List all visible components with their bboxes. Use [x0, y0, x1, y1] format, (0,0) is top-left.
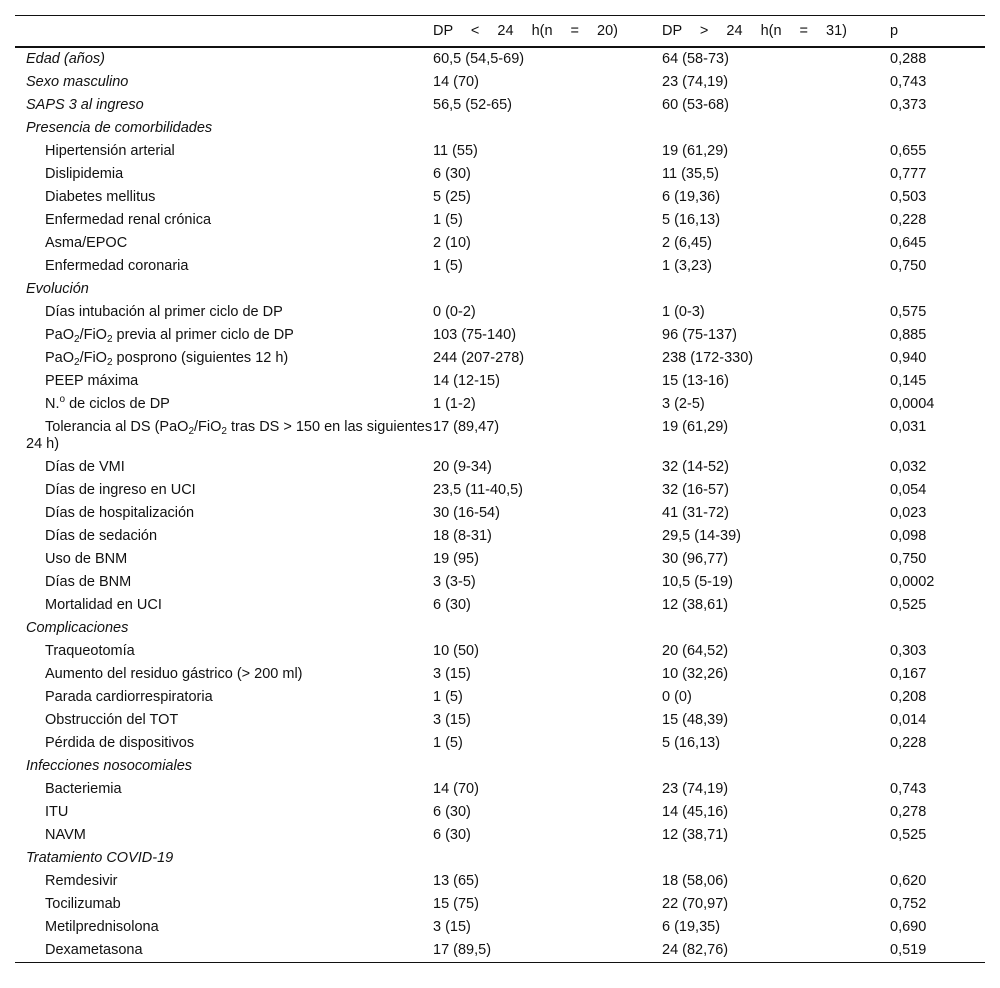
- table-row: [15, 393, 985, 416]
- label-segment: SAPS 3 al ingreso: [26, 97, 144, 113]
- row-label: [15, 801, 433, 824]
- row-label-text: [26, 666, 303, 682]
- p-value: 0,023: [890, 505, 927, 521]
- value-group-short: [433, 755, 662, 778]
- table-row: [15, 301, 985, 324]
- row-label-text: [26, 350, 288, 366]
- row-label: [15, 117, 433, 140]
- label-segment: Uso de BNM: [45, 551, 128, 567]
- label-segment: Obstrucción del TOT: [45, 712, 179, 728]
- p-value: 0,288: [890, 51, 927, 67]
- value-group-long: 60 (53-68): [662, 97, 729, 113]
- table-section-row: [15, 117, 985, 140]
- p-value: 0,743: [890, 74, 927, 90]
- row-label: [15, 640, 433, 663]
- value-group-long: 22 (70,97): [662, 896, 729, 912]
- value-group-long: 12 (38,61): [662, 597, 729, 613]
- value-group-long: 24 (82,76): [662, 942, 729, 958]
- value-group-short: 19 (95): [433, 551, 479, 567]
- row-label-text: [26, 781, 122, 797]
- table-section-row: [15, 755, 985, 778]
- row-label-text: [26, 758, 192, 774]
- row-label-text: [26, 166, 123, 182]
- row-label: [15, 278, 433, 301]
- value-group-short: 60,5 (54,5-69): [433, 51, 525, 67]
- row-label: [15, 847, 433, 870]
- value-group-short: 1 (5): [433, 689, 463, 705]
- p-value: 0,940: [890, 350, 927, 366]
- label-segment: Traqueotomía: [45, 643, 135, 659]
- value-group-long: 23 (74,19): [662, 74, 729, 90]
- value-group-long: 1 (0-3): [662, 304, 705, 320]
- label-segment: Infecciones nosocomiales: [26, 758, 193, 774]
- label-segment: 2: [188, 426, 195, 437]
- label-segment: Pérdida de dispositivos: [45, 735, 195, 751]
- row-label: [15, 939, 433, 963]
- row-label-text: [26, 551, 127, 567]
- row-label-text: [26, 919, 159, 935]
- value-group-short: 5 (25): [433, 189, 471, 205]
- label-segment: N.: [45, 396, 60, 412]
- value-group-short: 13 (65): [433, 873, 479, 889]
- value-group-short: 103 (75-140): [433, 327, 517, 343]
- value-group-short: 3 (3-5): [433, 574, 476, 590]
- table-row: [15, 916, 985, 939]
- table-section-row: [15, 278, 985, 301]
- row-label: [15, 255, 433, 278]
- value-group-short: 14 (70): [433, 74, 479, 90]
- table-row: [15, 939, 985, 963]
- table-row: [15, 416, 985, 456]
- value-group-long: 15 (13-16): [662, 373, 729, 389]
- value-group-short: 1 (5): [433, 735, 463, 751]
- value-group-short: 6 (30): [433, 804, 471, 820]
- row-label: [15, 186, 433, 209]
- p-value: 0,620: [890, 873, 927, 889]
- label-segment: Tocilizumab: [45, 896, 121, 912]
- row-label: [15, 663, 433, 686]
- p-value: 0,208: [890, 689, 927, 705]
- header-group-short: DP < 24 h(n = 20): [433, 22, 619, 39]
- value-group-long: 1 (3,23): [662, 258, 712, 274]
- row-label-text: [26, 505, 194, 521]
- label-segment: Evolución: [26, 281, 89, 297]
- table-row: [15, 479, 985, 502]
- value-group-short: 14 (12-15): [433, 373, 500, 389]
- table-section-row: [15, 47, 985, 71]
- row-label-text: [26, 873, 118, 889]
- header-row: [15, 16, 985, 48]
- p-value: [890, 278, 985, 301]
- row-label: [15, 617, 433, 640]
- label-segment: Días de BNM: [45, 574, 132, 590]
- table-row: [15, 571, 985, 594]
- label-segment: Tolerancia al DS (PaO: [45, 419, 189, 435]
- p-value: 0,525: [890, 827, 927, 843]
- label-segment: /FiO: [79, 350, 107, 366]
- row-label: [15, 324, 433, 347]
- p-value: 0,885: [890, 327, 927, 343]
- row-label: [15, 301, 433, 324]
- table-row: [15, 893, 985, 916]
- row-label: [15, 732, 433, 755]
- table-row: [15, 140, 985, 163]
- value-group-long: [662, 278, 890, 301]
- value-group-long: 6 (19,36): [662, 189, 721, 205]
- p-value: [890, 847, 985, 870]
- p-value: 0,503: [890, 189, 927, 205]
- row-label-text: [26, 620, 128, 636]
- table-row: [15, 824, 985, 847]
- label-segment: tras DS > 150 en las siguientes 24 h): [26, 419, 433, 452]
- table-row: [15, 502, 985, 525]
- value-group-long: 3 (2-5): [662, 396, 705, 412]
- label-segment: Días de hospitalización: [45, 505, 195, 521]
- row-label-text: [26, 304, 283, 320]
- row-label: [15, 893, 433, 916]
- row-label-text: [26, 51, 105, 67]
- p-value: 0,167: [890, 666, 927, 682]
- label-segment: Bacteriemia: [45, 781, 122, 797]
- value-group-short: 18 (8-31): [433, 528, 492, 544]
- value-group-long: 6 (19,35): [662, 919, 721, 935]
- label-segment: o: [59, 394, 66, 406]
- label-segment: Días intubación al primer ciclo de DP: [45, 304, 283, 320]
- row-label: [15, 778, 433, 801]
- p-value: 0,054: [890, 482, 927, 498]
- row-label: [15, 47, 433, 71]
- label-segment: /FiO: [79, 327, 107, 343]
- row-label-text: [26, 735, 194, 751]
- value-group-long: 19 (61,29): [662, 143, 729, 159]
- row-label: [15, 209, 433, 232]
- row-label-text: [26, 896, 121, 912]
- p-value: 0,0004: [890, 396, 935, 412]
- value-group-long: 19 (61,29): [662, 419, 729, 435]
- label-segment: 2: [106, 357, 113, 368]
- label-segment: Sexo masculino: [26, 74, 129, 90]
- value-group-long: 5 (16,13): [662, 212, 721, 228]
- row-label: [15, 571, 433, 594]
- p-value: 0,145: [890, 373, 927, 389]
- label-segment: NAVM: [45, 827, 86, 843]
- row-label-text: [26, 850, 173, 866]
- label-segment: PaO: [45, 350, 75, 366]
- value-group-short: 6 (30): [433, 597, 471, 613]
- value-group-short: 1 (5): [433, 258, 463, 274]
- table-row: [15, 456, 985, 479]
- row-label: [15, 393, 433, 416]
- table-row: [15, 801, 985, 824]
- value-group-short: 1 (5): [433, 212, 463, 228]
- value-group-long: 5 (16,13): [662, 735, 721, 751]
- label-segment: Mortalidad en UCI: [45, 597, 162, 613]
- value-group-long: 14 (45,16): [662, 804, 729, 820]
- row-label-text: [26, 804, 68, 820]
- table-row: [15, 163, 985, 186]
- value-group-short: [433, 617, 662, 640]
- row-label: [15, 347, 433, 370]
- row-label: [15, 502, 433, 525]
- label-segment: Dexametasona: [45, 942, 143, 958]
- label-segment: Presencia de comorbilidades: [26, 120, 213, 136]
- row-label-text: [26, 419, 432, 452]
- row-label: [15, 416, 433, 456]
- row-label-text: [26, 942, 143, 958]
- row-label-text: [26, 528, 157, 544]
- value-group-short: 56,5 (52-65): [433, 97, 512, 113]
- value-group-short: 2 (10): [433, 235, 471, 251]
- value-group-short: 15 (75): [433, 896, 479, 912]
- value-group-short: [433, 847, 662, 870]
- value-group-short: 6 (30): [433, 827, 471, 843]
- row-label-text: [26, 327, 294, 343]
- value-group-short: 17 (89,47): [433, 419, 500, 435]
- p-value: 0,373: [890, 97, 927, 113]
- row-label-text: [26, 643, 135, 659]
- p-value: 0,228: [890, 735, 927, 751]
- row-label: [15, 548, 433, 571]
- row-label: [15, 456, 433, 479]
- label-segment: Días de sedación: [45, 528, 158, 544]
- label-segment: Complicaciones: [26, 620, 129, 636]
- table-row: [15, 778, 985, 801]
- value-group-long: 15 (48,39): [662, 712, 729, 728]
- table-header: [15, 16, 985, 48]
- label-segment: Parada cardiorrespiratoria: [45, 689, 213, 705]
- value-group-long: 32 (16-57): [662, 482, 729, 498]
- value-group-long: 0 (0): [662, 689, 692, 705]
- row-label: [15, 232, 433, 255]
- value-group-short: 1 (1-2): [433, 396, 476, 412]
- p-value: 0,278: [890, 804, 927, 820]
- p-value: 0,032: [890, 459, 927, 475]
- p-value: 0,752: [890, 896, 927, 912]
- label-segment: /FiO: [194, 419, 222, 435]
- table-row: [15, 686, 985, 709]
- value-group-short: 23,5 (11-40,5): [433, 482, 524, 498]
- value-group-long: 64 (58-73): [662, 51, 729, 67]
- p-value: 0,750: [890, 258, 927, 274]
- table-row: [15, 370, 985, 393]
- value-group-long: 10,5 (5-19): [662, 574, 733, 590]
- table-section-row: [15, 94, 985, 117]
- row-label-text: [26, 281, 89, 297]
- label-segment: Dislipidemia: [45, 166, 124, 182]
- label-segment: de ciclos de DP: [65, 396, 170, 412]
- data-table: [15, 15, 985, 963]
- row-label-text: [26, 482, 196, 498]
- row-label-text: [26, 373, 138, 389]
- value-group-long: 32 (14-52): [662, 459, 729, 475]
- value-group-short: 3 (15): [433, 712, 471, 728]
- value-group-long: [662, 755, 890, 778]
- row-label-text: [26, 143, 175, 159]
- label-segment: 2: [74, 334, 80, 345]
- row-label: [15, 755, 433, 778]
- data-table-container: [15, 15, 985, 963]
- value-group-long: [662, 117, 890, 140]
- value-group-short: 11 (55): [433, 143, 478, 159]
- label-segment: Diabetes mellitus: [45, 189, 156, 205]
- label-segment: Remdesivir: [45, 873, 118, 889]
- table-row: [15, 594, 985, 617]
- table-row: [15, 347, 985, 370]
- label-segment: Tratamiento COVID-19: [26, 850, 174, 866]
- table-body: [15, 47, 985, 963]
- p-value: 0,655: [890, 143, 927, 159]
- label-segment: PaO: [45, 327, 75, 343]
- table-row: [15, 663, 985, 686]
- row-label: [15, 525, 433, 548]
- p-value: [890, 617, 985, 640]
- label-segment: Enfermedad coronaria: [45, 258, 189, 274]
- label-segment: Edad (años): [26, 51, 105, 67]
- row-label: [15, 686, 433, 709]
- row-label-text: [26, 597, 162, 613]
- value-group-long: 12 (38,71): [662, 827, 729, 843]
- row-label-text: [26, 689, 213, 705]
- table-row: [15, 640, 985, 663]
- row-label: [15, 824, 433, 847]
- label-segment: ITU: [45, 804, 69, 820]
- row-label-text: [26, 97, 144, 113]
- row-label-text: [26, 459, 125, 475]
- p-value: 0,743: [890, 781, 927, 797]
- row-label: [15, 594, 433, 617]
- row-label: [15, 94, 433, 117]
- label-segment: previa al primer ciclo de DP: [112, 327, 294, 343]
- value-group-short: 10 (50): [433, 643, 479, 659]
- value-group-long: [662, 617, 890, 640]
- label-segment: Enfermedad renal crónica: [45, 212, 212, 228]
- header-label: [15, 16, 433, 48]
- value-group-short: 17 (89,5): [433, 942, 492, 958]
- value-group-short: 30 (16-54): [433, 505, 500, 521]
- row-label: [15, 916, 433, 939]
- value-group-long: 20 (64,52): [662, 643, 729, 659]
- p-value: [890, 117, 985, 140]
- row-label-text: [26, 574, 131, 590]
- label-segment: Asma/EPOC: [45, 235, 128, 251]
- p-value: 0,014: [890, 712, 927, 728]
- value-group-long: 41 (31-72): [662, 505, 729, 521]
- header-p: p: [890, 22, 899, 39]
- row-label-text: [26, 712, 178, 728]
- table-row: [15, 324, 985, 347]
- label-segment: Aumento del residuo gástrico (> 200 ml): [45, 666, 303, 682]
- value-group-long: 96 (75-137): [662, 327, 737, 343]
- p-value: 0,525: [890, 597, 927, 613]
- value-group-short: [433, 117, 662, 140]
- label-segment: 2: [221, 426, 227, 437]
- value-group-long: 23 (74,19): [662, 781, 729, 797]
- value-group-short: 6 (30): [433, 166, 471, 182]
- p-value: 0,777: [890, 166, 927, 182]
- row-label-text: [26, 396, 170, 412]
- p-value: 0,0002: [890, 574, 935, 590]
- p-value: 0,303: [890, 643, 927, 659]
- value-group-long: 238 (172-330): [662, 350, 754, 366]
- table-row: [15, 232, 985, 255]
- header-group-long: DP > 24 h(n = 31): [662, 22, 848, 39]
- value-group-long: 10 (32,26): [662, 666, 729, 682]
- row-label: [15, 709, 433, 732]
- row-label: [15, 71, 433, 94]
- row-label: [15, 870, 433, 893]
- row-label-text: [26, 189, 155, 205]
- label-segment: posprono (siguientes 12 h): [112, 350, 289, 366]
- label-segment: PEEP máxima: [45, 373, 139, 389]
- p-value: 0,228: [890, 212, 927, 228]
- table-row: [15, 186, 985, 209]
- row-label: [15, 370, 433, 393]
- value-group-short: 244 (207-278): [433, 350, 525, 366]
- p-value: 0,575: [890, 304, 927, 320]
- label-segment: Hipertensión arterial: [45, 143, 175, 159]
- table-row: [15, 709, 985, 732]
- row-label: [15, 479, 433, 502]
- label-segment: 2: [106, 334, 113, 345]
- p-value: 0,031: [890, 419, 927, 435]
- value-group-short: [433, 278, 662, 301]
- p-value: 0,690: [890, 919, 927, 935]
- table-section-row: [15, 617, 985, 640]
- p-value: 0,098: [890, 528, 927, 544]
- p-value: 0,645: [890, 235, 927, 251]
- row-label: [15, 163, 433, 186]
- value-group-long: 29,5 (14-39): [662, 528, 741, 544]
- table-row: [15, 209, 985, 232]
- value-group-long: 11 (35,5): [662, 166, 719, 182]
- p-value: 0,519: [890, 942, 927, 958]
- value-group-short: 3 (15): [433, 666, 471, 682]
- label-segment: 2: [74, 357, 80, 368]
- value-group-short: 20 (9-34): [433, 459, 492, 475]
- value-group-long: 18 (58,06): [662, 873, 729, 889]
- row-label-text: [26, 827, 86, 843]
- table-section-row: [15, 847, 985, 870]
- row-label-text: [26, 212, 211, 228]
- row-label-text: [26, 74, 128, 90]
- value-group-short: 3 (15): [433, 919, 471, 935]
- table-row: [15, 870, 985, 893]
- row-label-text: [26, 235, 127, 251]
- table-row: [15, 732, 985, 755]
- row-label-text: [26, 120, 212, 136]
- table-row: [15, 525, 985, 548]
- label-segment: Días de VMI: [45, 459, 125, 475]
- p-value: [890, 755, 985, 778]
- table-section-row: [15, 71, 985, 94]
- row-label: [15, 140, 433, 163]
- value-group-long: 2 (6,45): [662, 235, 712, 251]
- value-group-long: 30 (96,77): [662, 551, 729, 567]
- table-row: [15, 548, 985, 571]
- table-row: [15, 255, 985, 278]
- value-group-long: [662, 847, 890, 870]
- p-value: 0,750: [890, 551, 927, 567]
- value-group-short: 14 (70): [433, 781, 479, 797]
- label-segment: Metilprednisolona: [45, 919, 159, 935]
- row-label-text: [26, 258, 188, 274]
- label-segment: Días de ingreso en UCI: [45, 482, 196, 498]
- value-group-short: 0 (0-2): [433, 304, 476, 320]
